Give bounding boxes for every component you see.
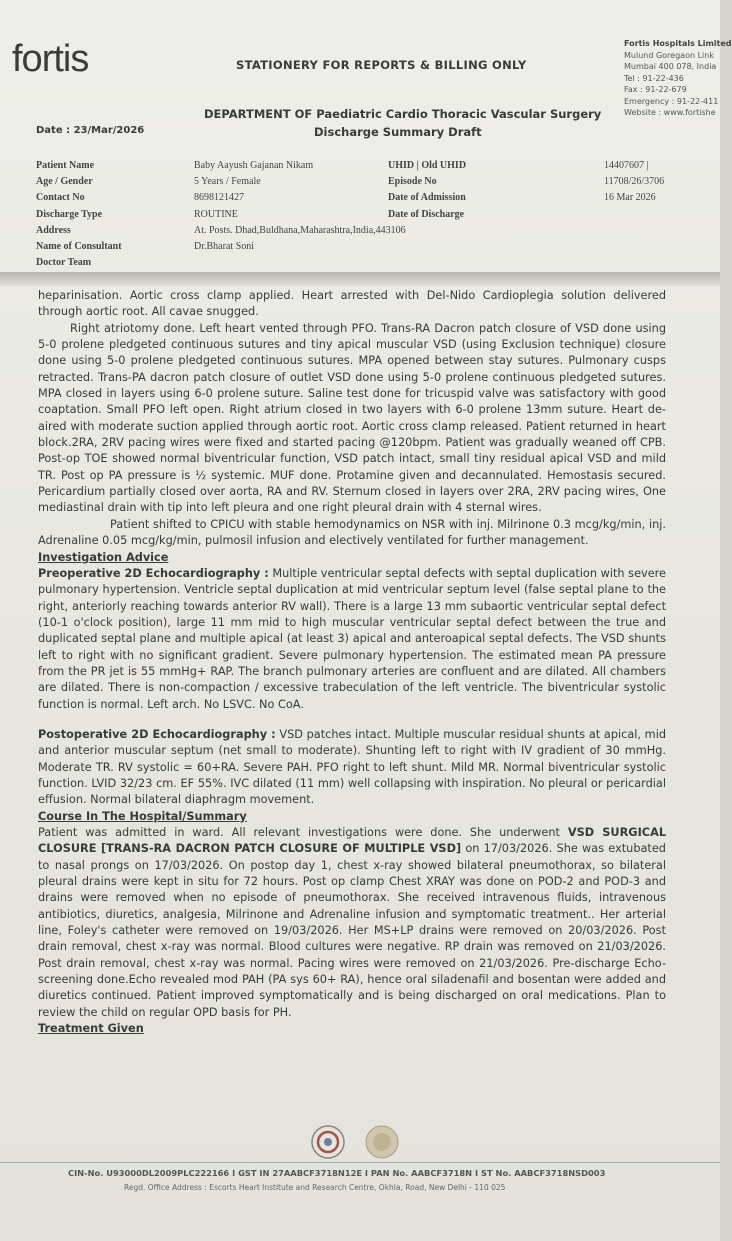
episode-values-col	[604, 158, 664, 223]
value-uhid: 14407607 |	[604, 160, 649, 171]
preop-echo-paragraph	[38, 566, 666, 713]
value-doctor-team	[194, 255, 406, 271]
value-episode: 11708/26/3706	[604, 176, 665, 188]
procedure-paragraph-2: Right atriotomy done. Left heart vented through PFO. Trans-RA Dacron patch closure of VSD done using 5-0 prolene pledgeted continuous sutures and tiny apical muscular VSD (using Exclusion technique) closure done using 5-0 prolene pledgeted continuous sutures. MPA opened between stay sutures. Pulmonary cusps retracted. Trans-PA dacron patch closure of outlet VSD done using 5-0 prolene continuous pledgeted sutures. MPA closed in layers using 6-0 prolene suture. Saline test done for tricuspid valve was satisfactory with good coaptation. Small PFO left open. Right atrium closed in two layers with 6-0 prolene 13mm suture. Heart de-aired with moderate suction applied through aortic root. Aortic cross clamp released. Patient returned in heart block.2RA, 2RV pacing wires were fixed and started pacing @120bpm. Patient was gradually weaned off CPB. Post-op TOE showed normal biventricular function, VSD patch intact, small tiny residual apical VSD and mild TR. Post op PA pressure is ½ systemic. MUF done. Protamine given and decannulated. Hemostasis secured. Pericardium partially closed over aorta, RA and RV. Sternum closed in layers over 2RA, 2RV pacing wires, One mediastinal drain with tip into left pleura and one right pleural drain with 4 sternal wires.	[38, 321, 666, 515]
procedure-paragraph-1: heparinisation. Aortic cross clamp applied. Heart arrested with Del-Nido Cardioplegia solution delivered through aortic root. All cavae snugged.	[38, 289, 666, 319]
preop-echo-text: Multiple ventricular septal defects with septal duplication with severe pulmonary hypertension. Ventricle septal duplication at mid ventricular septum level (false septal plane to the right, anteriorly reaching towards anterior RV wall). There is a large 13 mm subaortic ventricular septal defect (10-1 o'clock position), large 11 mm mid to high muscular ventricular septal defect between the true and duplicated septal plane and multiple apical (at least 3) apical and anteroapical septal defects. The VSD shunts left to right with no significant gradient. Severe pulmonary hypertension. The estimated mean PA pressure from the PR jet is 55 mmHg+ RAP. The branch pulmonary arteries are confluent and are dilated. All chambers are dilated. There is non-compaction / excessive trabeculation of the left ventricle. The biventricular systolic function is normal. Left arch. No LSVC. No CoA.	[38, 566, 666, 711]
postop-echo-label: Postoperative 2D Echocardiography :	[38, 727, 276, 741]
label-patient-name: Patient Name	[36, 160, 95, 171]
label-contact: Contact No	[36, 192, 85, 204]
address-line-2: Mumbai 400 078, India	[624, 62, 717, 71]
tel-line: Tel : 91-22-436	[624, 73, 684, 83]
department-title: DEPARTMENT OF Paediatric Cardio Thoracic Vascular Surgery	[204, 107, 602, 121]
hospital-address-block	[624, 38, 732, 119]
label-age-gender: Age / Gender	[36, 176, 93, 188]
investigation-heading: Investigation Advice	[38, 550, 169, 564]
postop-echo-text: VSD patches intact. Multiple muscular residual shunts at apical, mid and anterior muscular septum (net small to moderate). Shunting left to right with IV gradient of 30 mmHg. Moderate TR. RV systolic = 60+RA. Severe PAH. PFO right to left shunt. Mild MR. Normal biventricular systolic function. LVID 32/23 cm. EF 55%. IVC dilated (11 mm) well collapsing with inspiration. No pleural or pericardial effusion. Normal bilateral diaphragm movement.	[38, 727, 666, 807]
summary-body	[38, 288, 666, 1037]
website-line: Website : www.fortishe	[624, 108, 716, 117]
patient-values-col	[194, 158, 406, 271]
document-title: Discharge Summary Draft	[314, 125, 482, 139]
emergency-line: Emergency : 91-22-411	[624, 96, 719, 106]
address-line-1: Mulund Goregaon Link	[624, 50, 714, 60]
footer-rule	[0, 1162, 720, 1163]
page-overlap-shadow	[0, 272, 720, 286]
preop-echo-label: Preoperative 2D Echocardiography :	[38, 566, 269, 580]
fortis-logo: fortis	[12, 38, 89, 80]
value-discharge-date	[604, 207, 664, 223]
label-admission-date: Date of Admission	[388, 192, 466, 204]
label-doctor-team: Doctor Team	[36, 257, 92, 269]
value-admission-date: 16 Mar 2026	[604, 192, 656, 204]
postop-echo-paragraph	[38, 727, 666, 809]
value-patient-name: Baby Aayush Gajanan Nikam	[194, 160, 314, 171]
fax-line: Fax : 91-22-679	[624, 85, 687, 94]
procedure-paragraph-3: Patient shifted to CPICU with stable hemodynamics on NSR with inj. Milrinone 0.3 mcg/kg/min, inj. Adrenaline 0.05 mcg/kg/min, pulmosil infusion and electively ventilated for further management.	[38, 517, 666, 548]
label-discharge-date: Date of Discharge	[388, 208, 465, 220]
accreditation-seal-icon	[366, 1126, 398, 1158]
hospital-name: Fortis Hospitals Limited	[624, 39, 732, 48]
label-address: Address	[36, 224, 71, 236]
stationery-heading: STATIONERY FOR REPORTS & BILLING ONLY	[236, 58, 527, 72]
label-uhid: UHID | Old UHID	[388, 160, 467, 171]
course-paragraph	[38, 825, 666, 1021]
episode-labels-col	[388, 158, 466, 223]
label-discharge-type: Discharge Type	[36, 208, 103, 220]
value-discharge-type: ROUTINE	[194, 208, 238, 220]
nabh-seal-icon	[312, 1126, 344, 1158]
course-heading: Course In The Hospital/Summary	[38, 809, 247, 823]
value-address: At. Posts. Dhad,Buldhana,Maharashtra,India,443106	[194, 224, 406, 236]
label-consultant: Name of Consultant	[36, 240, 122, 252]
treatment-heading: Treatment Given	[38, 1022, 144, 1036]
course-procedure-name: VSD SURGICAL CLOSURE [TRANS-RA DACRON PATCH CLOSURE OF MULTIPLE VSD]	[38, 826, 667, 856]
value-age-gender: 5 Years / Female	[194, 176, 261, 188]
value-consultant: Dr.Bharat Soni	[194, 240, 254, 252]
label-episode: Episode No	[388, 176, 437, 188]
footer-regd-office: Regd. Office Address : Escorts Heart Institute and Research Centre, Okhla, Road, New Delhi - 110 025	[124, 1183, 506, 1192]
course-text-a: Patient was admitted in ward. All relevant investigations were done. She underwent	[38, 826, 568, 839]
report-date: Date : 23/Mar/2026	[36, 125, 145, 136]
patient-labels-col	[36, 158, 122, 271]
footer-cin: CIN-No. U93000DL2009PLC222166 I GST IN 27AABCF3718N12E I PAN No. AABCF3718N I ST No. AABCF3718NSD003	[68, 1168, 606, 1178]
value-contact: 8698121427	[194, 192, 244, 204]
course-text-b: on 17/03/2026. She was extubated to nasal prongs on 17/03/2026. On postop day 1, chest x-ray showed bilateral pneumothorax, so bilateral pleural drains were kept in situ for 72 hours. Post op clamp Chest XRAY was done on POD-2 and POD-3 and drains were removed when no episode of pneumothorax. She received intravenous fluids, intravenous antibiotics, diuretics, analgesia, Milrinone and Adrenaline infusion and symptomatic treatment.. Her arterial line, Foley's catheter were removed on 19/03/2026. Her MS+LP drains were removed on 20/03/2026. Post drain removal, chest x-ray was normal. Blood cultures were negative. RP drain was removed on 21/03/2026. Post drain removal, chest x-ray was normal. Pacing wires were removed on 21/03/2026. Pre-discharge Echo-screening done.Echo revealed mod PAH (PA sys 60+ RA), hence oral siladenafil and bosentan were added and diuretics continued. Patient improved symptomatically and is being discharged on oral medications. Plan to review the child on regular OPD basis for PH.	[38, 842, 666, 1019]
